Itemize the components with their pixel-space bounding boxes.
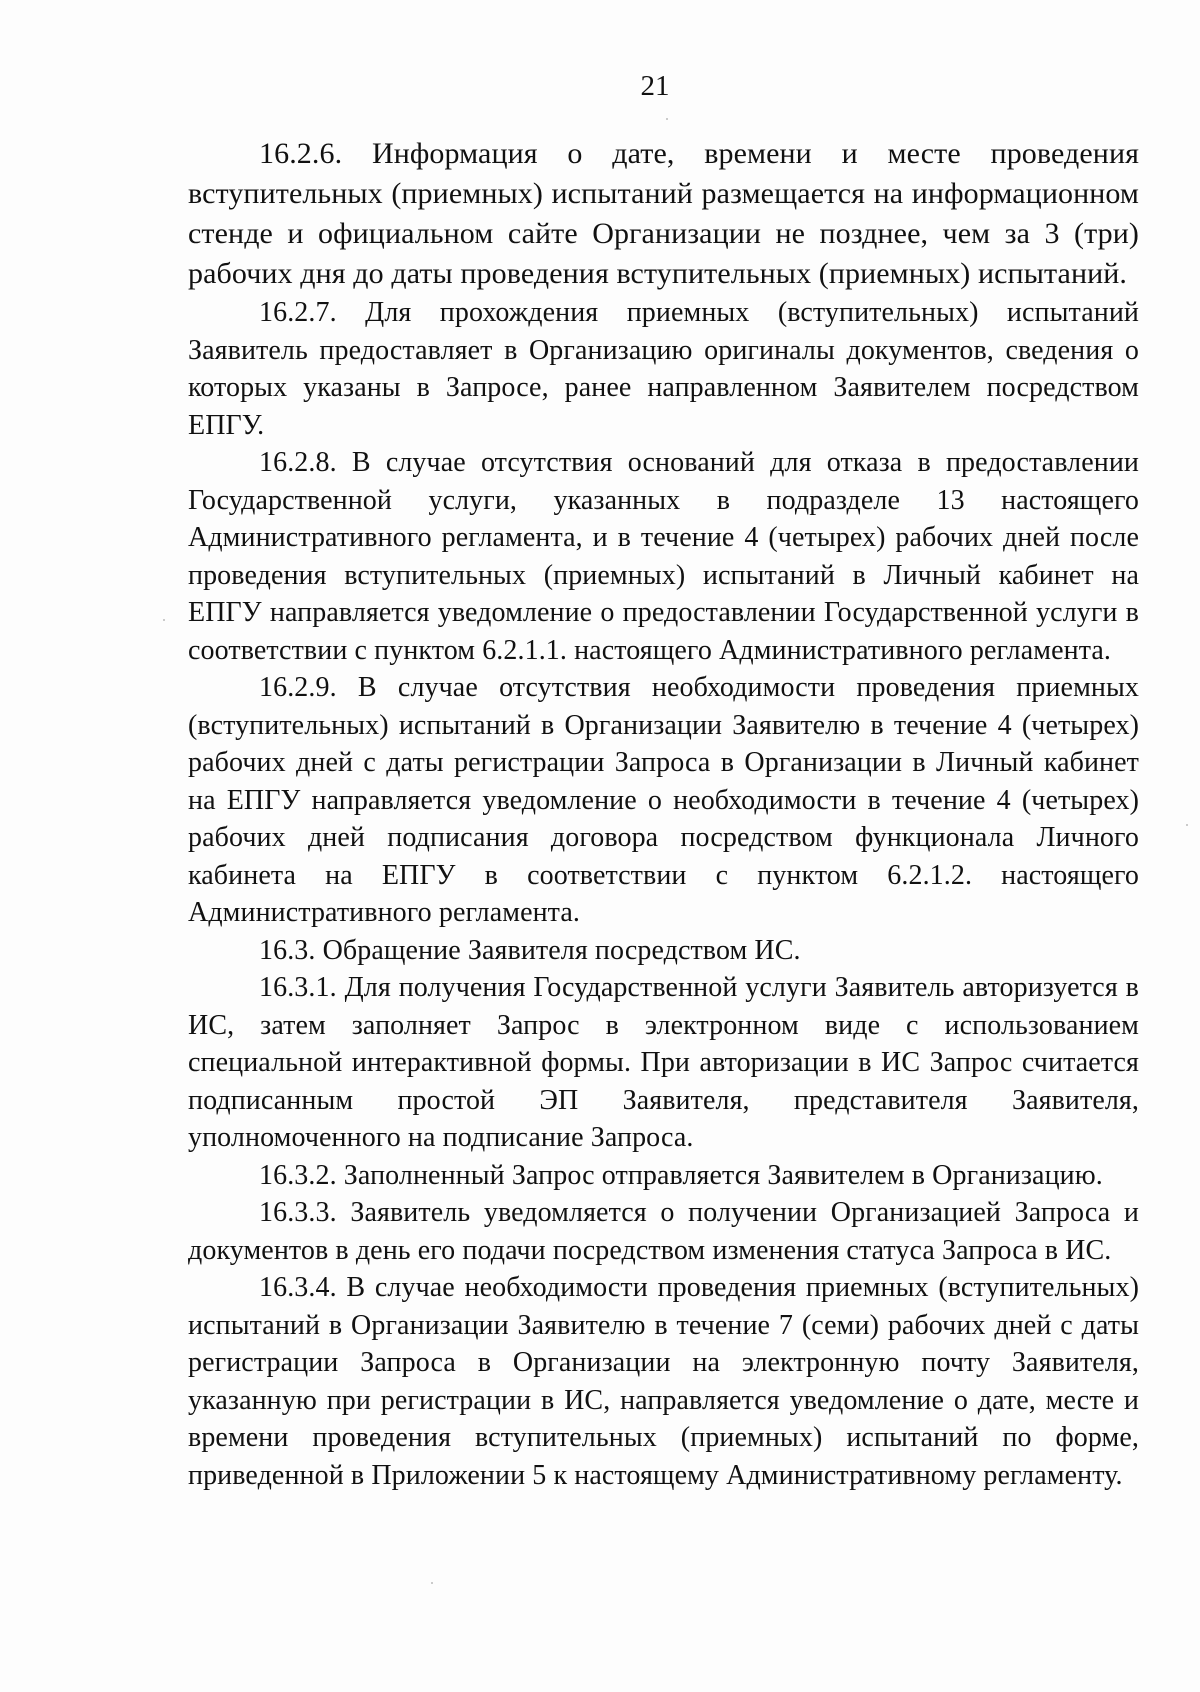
paragraph-16-3-3: 16.3.3. Заявитель уведомляется о получении Организацией Запроса и документов в день его подачи посредством изменения статуса Запроса в ИС. [188,1197,1139,1266]
paragraph-16-3-4: 16.3.4. В случае необходимости проведения приемных (вступительных) испытаний в Организации Заявителю в течение 7 (семи) рабочих дней с даты регистрации Запроса в Организации на электронную почту Заявителя, указанную при регистрации в ИС, направляется уведомление о дате, месте и времени проведения вступительных (приемных) испытаний по форме, приведенной в Приложении 5 к настоящему Административному регламенту. [188,1272,1139,1491]
page-number: 21 [640,70,670,102]
paragraph-16-2-6: 16.2.6. Информация о дате, времени и месте проведения вступительных (приемных) испытаний размещается на информационном стенде и официальном сайте Организации не позднее, чем за 3 (три) рабочих дня до даты проведения вступительных (приемных) испытаний. [188,137,1139,290]
scan-speck [163,619,165,621]
scan-speck [431,1582,433,1584]
scan-speck [666,118,668,120]
scan-speck [1186,824,1188,826]
paragraph-16-2-7: 16.2.7. Для прохождения приемных (вступительных) испытаний Заявитель предоставляет в Организацию оригиналы документов, сведения о которых указаны в Запросе, ранее направленном Заявителем посредством ЕПГУ. [188,297,1139,441]
paragraph-16-2-9: 16.2.9. В случае отсутствия необходимости проведения приемных (вступительных) испытаний в Организации Заявителю в течение 4 (четырех) рабочих дней с даты регистрации Запроса в Организации в Личный кабинет на ЕПГУ направляется уведомление о необходимости в течение 4 (четырех) рабочих дней подписания договора посредством функционала Личного кабинета на ЕПГУ в соответствии с пунктом 6.2.1.2. настоящего Административного регламента. [188,672,1139,928]
paragraph-16-3-1: 16.3.1. Для получения Государственной услуги Заявитель авторизуется в ИС, затем заполняет Запрос в электронном виде с использованием специальной интерактивной формы. При авторизации в ИС Запрос считается подписанным простой ЭП Заявителя, представителя Заявителя, уполномоченного на подписание Запроса. [188,972,1139,1153]
paragraph-16-2-8: 16.2.8. В случае отсутствия оснований для отказа в предоставлении Государственной услуги, указанных в подразделе 13 настоящего Административного регламента, и в течение 4 (четырех) рабочих дней после проведения вступительных (приемных) испытаний в Личный кабинет на ЕПГУ направляется уведомление о предоставлении Государственной услуги в соответствии с пунктом 6.2.1.1. настоящего Административного регламента. [188,447,1139,666]
paragraph-16-3-2: 16.3.2. Заполненный Запрос отправляется Заявителем в Организацию. [259,1159,1103,1191]
document-body [188,134,1139,1494]
paragraph-16-3: 16.3. Обращение Заявителя посредством ИС. [259,934,801,966]
